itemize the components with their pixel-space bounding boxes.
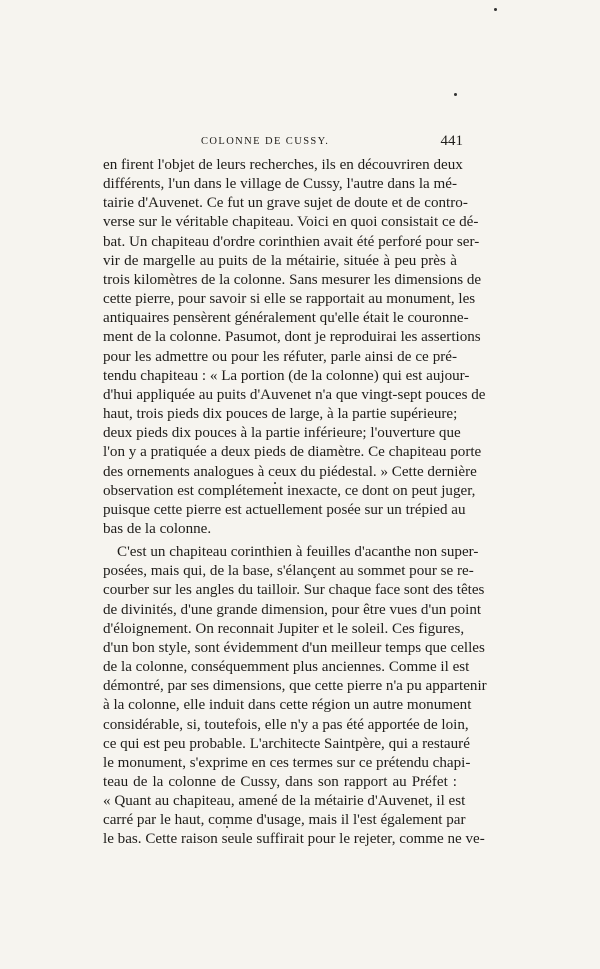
page-header (103, 135, 463, 153)
text-line: des ornements analogues à ceux du piédestal. » Cette dernière (103, 463, 477, 480)
text-line: ment de la colonne. Pasumot, dont je reproduirai les assertions (103, 329, 481, 346)
text-line: posées, mais qui, de la base, s'élançent au sommet pour se re- (103, 563, 474, 580)
text-line: puisque cette pierre est actuellement posée sur un trépied au (103, 501, 466, 518)
text-line: ce qui est peu probable. L'architecte Saintpère, qui a restauré (103, 735, 470, 752)
text-line: l'on y a pratiquée a deux pieds de diamètre. Ce chapiteau porte (103, 444, 482, 461)
text-line: le bas. Cette raison seule suffirait pour le rejeter, comme ne ve- (103, 831, 485, 848)
text-line: teau de la colonne de Cussy, dans son rapport au Préfet : (103, 774, 457, 790)
page-number: 441 (440, 133, 463, 149)
ink-speck (454, 93, 457, 96)
ink-speck (494, 8, 497, 11)
paragraph (103, 543, 487, 850)
text-line: « Quant au chapiteau, amené de la métairie d'Auvenet, il est (103, 793, 466, 810)
text-line: bat. Un chapiteau d'ordre corinthien avait été perforé pour ser- (103, 233, 480, 250)
text-line: de divinités, d'une grande dimension, pour être vues d'un point (103, 601, 482, 618)
text-line: deux pieds dix pouces à la partie inférieure; l'ouverture que (103, 425, 461, 442)
text-line: d'un bon style, sont évidemment d'un meilleur temps que celles (103, 639, 485, 656)
text-line: pour les admettre ou pour les réfuter, parle ainsi de ce pré- (103, 348, 457, 365)
text-line: courber sur les angles du tailloir. Sur chaque face sont des têtes (103, 582, 485, 599)
text-line: considérable, si, toutefois, elle n'y a pas été apportée de loin, (103, 716, 469, 733)
running-title: COLONNE DE CUSSY. (201, 136, 330, 147)
paragraph (103, 156, 486, 539)
text-line: de la colonne, conséquemment plus anciennes. Comme il est (103, 659, 470, 676)
text-line: cette pierre, pour savoir si elle se rapportait au monument, les (103, 291, 476, 308)
text-line: trois kilomètres de la colonne. Sans mesurer les dimensions de (103, 271, 482, 288)
text-line: antiquaires pensèrent généralement qu'elle était le couronne- (103, 310, 469, 327)
text-line: bas de la colonne. (103, 520, 212, 537)
text-line: démontré, par ses dimensions, que cette pierre n'a pu appartenir (103, 678, 487, 695)
text-line: à la colonne, elle induit dans cette région un autre monument (103, 697, 472, 714)
text-line: différents, l'un dans le village de Cussy, l'autre dans la mé- (103, 176, 457, 193)
text-line: vir de margelle au puits de la métairie, située à peu près à (103, 252, 457, 269)
text-line: en firent l'objet de leurs recherches, ils en découvriren deux (103, 157, 463, 173)
text-line: verse sur le véritable chapiteau. Voici en quoi consistait ce dé- (103, 214, 479, 231)
body-text (103, 156, 487, 850)
text-line: C'est un chapiteau corinthien à feuilles d'acanthe non super- (117, 544, 479, 561)
text-line: le monument, s'exprime en ces termes sur ce prétendu chapi- (103, 754, 471, 771)
text-line: tendu chapiteau : « La portion (de la colonne) qui est aujour- (103, 367, 470, 384)
text-line: haut, trois pieds dix pouces de large, à la partie supérieure; (103, 406, 458, 423)
text-line: carré par le haut, comme d'usage, mais il l'est également par (103, 812, 466, 829)
text-line: d'éloignement. On reconnait Jupiter et le soleil. Ces figures, (103, 620, 465, 637)
text-line: observation est complétement inexacte, ce dont on peut juger, (103, 482, 476, 499)
text-line: d'hui appliquée au puits d'Auvenet n'a que vingt-sept pouces de (103, 386, 486, 403)
text-line: tairie d'Auvenet. Ce fut un grave sujet de doute et de contro- (103, 195, 468, 212)
